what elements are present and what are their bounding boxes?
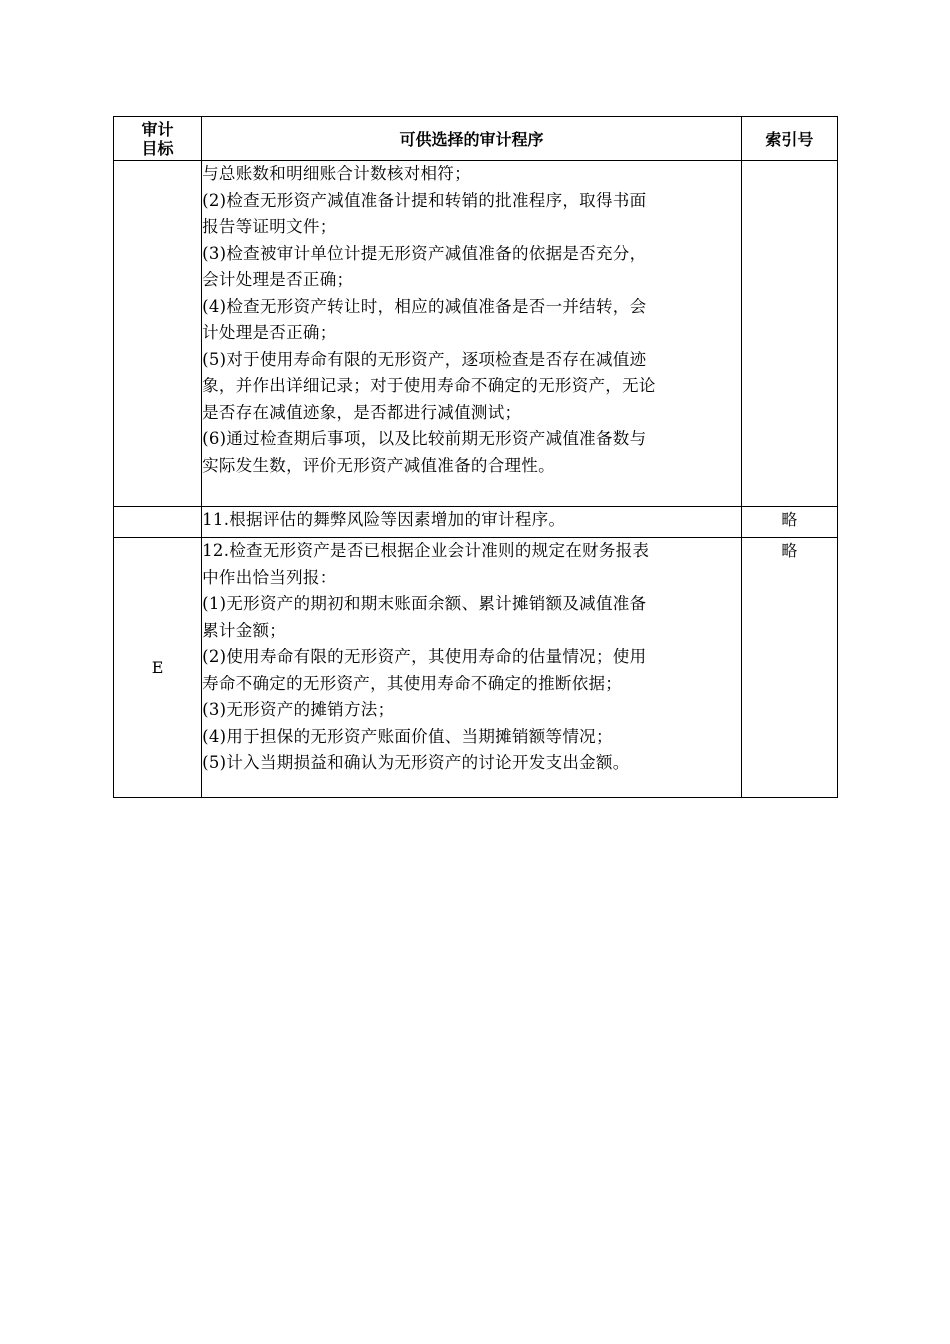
procedure-line: 寿命不确定的无形资产，其使用寿命不确定的推断依据； bbox=[202, 673, 623, 693]
header-index-number: 索引号 bbox=[741, 117, 837, 161]
procedure-line: (4)用于担保的无形资产账面价值、当期摊销额等情况； bbox=[202, 726, 613, 746]
procedure-line: 会计处理是否正确； bbox=[202, 270, 354, 289]
objective-cell bbox=[114, 161, 202, 507]
procedure-line: (5)计入当期损益和确认为无形资产的讨论开发支出金额。 bbox=[202, 753, 630, 772]
header-audit-procedures: 可供选择的审计程序 bbox=[202, 117, 742, 161]
index-cell bbox=[741, 161, 837, 507]
table-header-row bbox=[114, 117, 838, 161]
procedure-line: (4)检查无形资产转让时，相应的减值准备是否一并结转，会 bbox=[202, 296, 647, 316]
procedure-line: (3)检查被审计单位计提无形资产减值准备的依据是否充分， bbox=[202, 243, 647, 263]
index-cell: 略 bbox=[741, 507, 837, 538]
procedure-line: 是否存在减值迹象，是否都进行减值测试； bbox=[202, 402, 522, 422]
header-audit-objective-line2: 目标 bbox=[141, 138, 174, 158]
procedure-cell bbox=[202, 161, 742, 507]
procedure-cell bbox=[202, 538, 742, 798]
procedure-line: 11.根据评估的舞弊风险等因素增加的审计程序。 bbox=[202, 510, 566, 529]
procedure-line: 象，并作出详细记录；对于使用寿命不确定的无形资产，无论 bbox=[202, 376, 656, 395]
procedure-cell bbox=[202, 507, 742, 538]
procedure-line: 与总账数和明细账合计数核对相符； bbox=[202, 164, 471, 183]
objective-cell: E bbox=[114, 538, 202, 798]
procedure-line: 12.检查无形资产是否已根据企业会计准则的规定在财务报表 bbox=[202, 541, 650, 560]
procedure-line: 计处理是否正确； bbox=[202, 323, 337, 342]
objective-cell bbox=[114, 507, 202, 538]
table-row bbox=[114, 538, 838, 798]
audit-procedures-table bbox=[113, 116, 838, 798]
procedure-line: (6)通过检查期后事项，以及比较前期无形资产减值准备数与 bbox=[202, 429, 647, 448]
procedure-line: 实际发生数，评价无形资产减值准备的合理性。 bbox=[202, 455, 555, 475]
header-audit-objective-line1: 审计 bbox=[141, 119, 174, 139]
procedure-line: 中作出恰当列报： bbox=[202, 567, 337, 587]
procedure-line: (2)检查无形资产减值准备计提和转销的批准程序，取得书面 bbox=[202, 190, 647, 210]
procedure-line: (5)对于使用寿命有限的无形资产，逐项检查是否存在减值迹 bbox=[202, 349, 647, 369]
procedure-line: 报告等证明文件； bbox=[202, 217, 337, 236]
header-audit-objective bbox=[114, 117, 202, 161]
procedure-line: (3)无形资产的摊销方法； bbox=[202, 700, 395, 719]
procedure-line: (2)使用寿命有限的无形资产，其使用寿命的估量情况；使用 bbox=[202, 647, 647, 666]
table-row bbox=[114, 161, 838, 507]
index-cell: 略 bbox=[741, 538, 837, 798]
procedure-line: (1)无形资产的期初和期末账面余额、累计摊销额及减值准备 bbox=[202, 594, 647, 613]
table-row bbox=[114, 507, 838, 538]
procedure-line: 累计金额； bbox=[202, 620, 287, 640]
